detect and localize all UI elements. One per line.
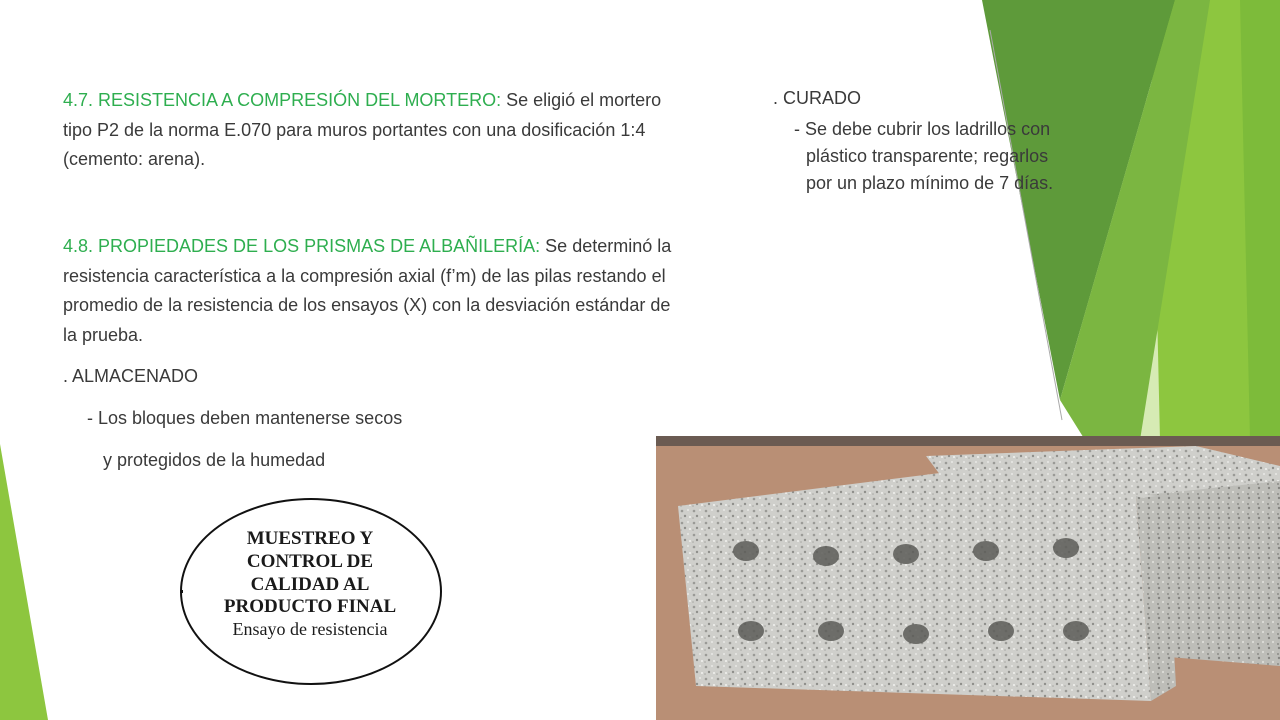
diagram-text — [180, 528, 440, 641]
quality-control-diagram — [180, 498, 442, 685]
section-4-7-title: 4.7. RESISTENCIA A COMPRESIÓN DEL MORTERO: — [63, 90, 502, 110]
curado-title: . CURADO — [773, 88, 862, 108]
section-4-7-body: Se eligió el mortero tipo P2 de la norma E.070 para muros portantes con una dosificación 1:4 (cemento: arena). — [63, 90, 662, 170]
diagram-line-1: MUESTREO Y — [246, 528, 374, 549]
front-block-face — [678, 496, 1151, 701]
diagram-line-3: CALIDAD AL — [250, 573, 370, 595]
concrete-blocks-photo — [656, 436, 1280, 720]
curado-text — [794, 116, 1124, 197]
almacenado-title: . ALMACENADO — [63, 366, 199, 386]
almacenado-line-1: - Los bloques deben mantenerse secos — [87, 408, 403, 428]
diagram-line-2: CONTROL DE — [246, 550, 374, 572]
curado-line-1: - Se debe cubrir los ladrillos con — [794, 119, 1051, 139]
curado-line-3: por un plazo mínimo de 7 días. — [806, 173, 1054, 193]
section-4-8-body: Se determinó la resistencia característica a la compresión axial (f’m) de las pilas restando el promedio de la resistencia de los ensayos (X) con la desviación estándar de la prueba. — [63, 236, 672, 346]
diagram-line-5: Ensayo de resistencia — [232, 619, 388, 640]
curado-line-2: plástico transparente; regarlos — [806, 146, 1049, 166]
almacenado-line-2: y protegidos de la humedad — [103, 450, 326, 470]
section-4-8-title: 4.8. PROPIEDADES DE LOS PRISMAS DE ALBAÑILERÍA: — [63, 236, 541, 256]
section-4-8-paragraph — [63, 232, 673, 351]
left-green-triangle — [0, 444, 48, 720]
diagram-dot — [180, 590, 183, 593]
section-4-7-paragraph — [63, 86, 668, 175]
diagram-line-4: PRODUCTO FINAL — [223, 596, 397, 618]
